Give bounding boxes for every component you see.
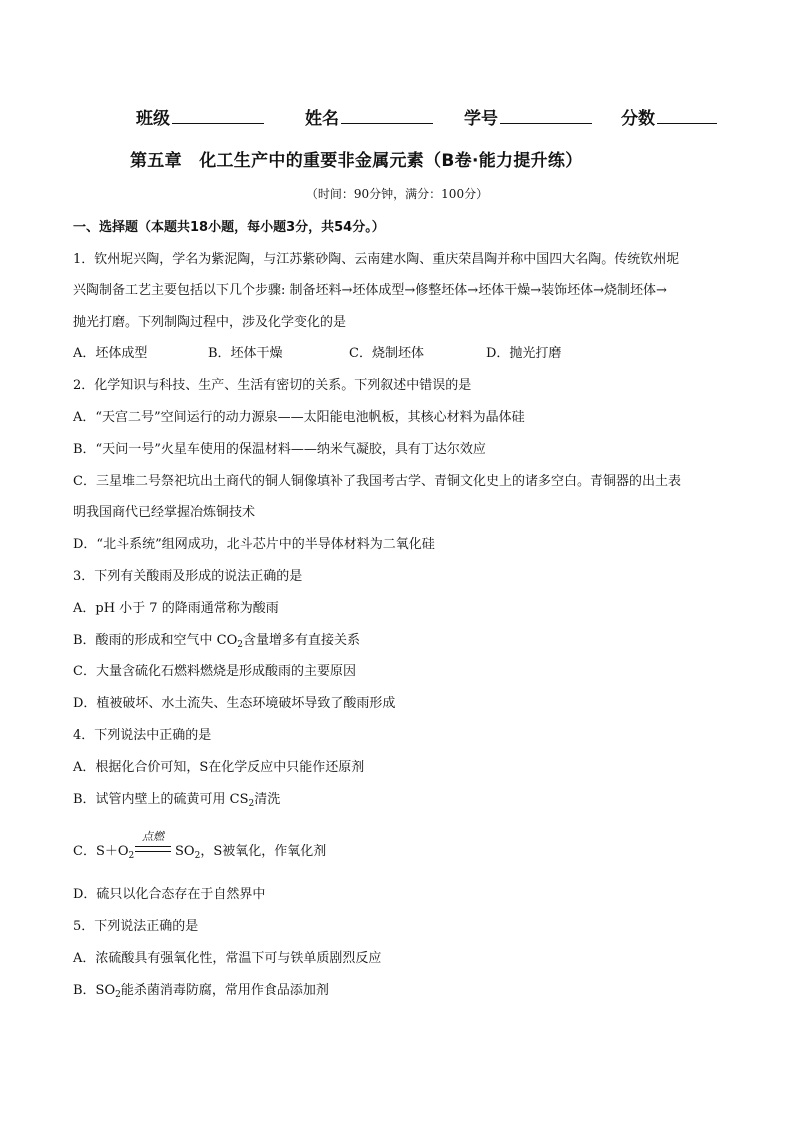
name-field[interactable]	[305, 104, 433, 129]
q5-option-b-text: B．SO	[73, 983, 116, 998]
student-id-blank[interactable]	[500, 105, 592, 124]
name-label: 姓名	[305, 109, 339, 129]
q5-option-a[interactable]: A．浓硫酸具有强氧化性，常温下可与铁单质剧烈反应	[73, 951, 382, 966]
q5-stem: 5．下列说法正确的是	[73, 919, 199, 934]
equation-products	[175, 840, 326, 859]
q2-option-c-line2[interactable]: 明我国商代已经掌握冶炼铜技术	[73, 505, 256, 520]
equation-reactants	[73, 840, 134, 859]
name-blank[interactable]	[341, 105, 433, 124]
q4-option-c[interactable]	[73, 828, 673, 868]
q4-option-d[interactable]: D．硫只以化合态存在于自然界中	[73, 887, 266, 902]
q4-option-b-subscript: 2	[248, 799, 255, 809]
equation-comment: ，S被氧化，作氧化剂	[200, 844, 327, 859]
section-heading: 一、选择题（本题共18小题，每小题3分，共54分。）	[73, 220, 385, 235]
q1-option-c[interactable]: C．烧制坯体	[349, 346, 424, 361]
q5-option-b-subscript: 2	[115, 990, 121, 1000]
student-id-label: 学号	[464, 109, 498, 129]
class-field[interactable]	[136, 104, 264, 129]
q4-option-b[interactable]	[73, 791, 280, 809]
score-blank[interactable]	[657, 105, 717, 124]
q1-stem-line3: 抛光打磨。下列制陶过程中，涉及化学变化的是	[73, 315, 347, 330]
q2-option-b[interactable]: B．“天问一号”火星车使用的保温材料——纳米气凝胶，具有丁达尔效应	[73, 442, 486, 457]
q5-option-b[interactable]	[73, 982, 329, 1000]
score-label: 分数	[621, 109, 655, 129]
q1-option-b[interactable]: B．坯体干燥	[208, 346, 283, 361]
q2-option-a[interactable]: A．“天宫二号”空间运行的动力源泉——太阳能电池帆板，其核心材料为晶体硅	[73, 410, 525, 425]
q4-option-b-text: B．试管内壁上的硫黄可用 CS	[73, 792, 249, 807]
q5-option-b-text-end: 能杀菌消毒防腐，常用作食品添加剂	[120, 983, 329, 998]
student-info-row	[136, 104, 726, 132]
equation-reactants-subscript: 2	[128, 851, 135, 861]
equation-products-subscript: 2	[194, 851, 201, 861]
q3-option-a[interactable]: A．pH 小于 7 的降雨通常称为酸雨	[73, 601, 279, 616]
q3-option-b-subscript: 2	[237, 640, 244, 650]
q2-stem: 2．化学知识与科技、生产、生活有密切的关系。下列叙述中错误的是	[73, 378, 472, 393]
class-blank[interactable]	[172, 105, 264, 124]
q3-option-d[interactable]: D．植被破坏、水土流失、生态环境破坏导致了酸雨形成	[73, 696, 396, 711]
exam-title: 第五章 化工生产中的重要非金属元素（B卷·能力提升练）	[130, 151, 583, 171]
q3-stem: 3．下列有关酸雨及形成的说法正确的是	[73, 569, 303, 584]
q3-option-b-text: B．酸雨的形成和空气中 CO	[73, 633, 238, 648]
q1-options	[73, 345, 723, 363]
q4-option-a[interactable]: A．根据化合价可知，S在化学反应中只能作还原剂	[73, 760, 365, 775]
q3-option-b[interactable]	[73, 632, 360, 650]
equation-products-text: SO	[175, 844, 195, 859]
q4-option-b-text-end: 清洗	[254, 792, 281, 807]
class-label: 班级	[136, 109, 170, 129]
q1-option-a[interactable]: A．坯体成型	[73, 346, 148, 361]
q3-option-c[interactable]: C．大量含硫化石燃料燃烧是形成酸雨的主要原因	[73, 664, 356, 679]
equation-reactants-text: C．S＋O	[73, 844, 129, 859]
q3-option-b-text-end: 含量增多有直接关系	[243, 633, 361, 648]
student-id-field[interactable]	[464, 104, 592, 129]
double-bar-icon	[135, 846, 171, 852]
q4-stem: 4．下列说法中正确的是	[73, 728, 212, 743]
reaction-condition: 点燃	[142, 830, 164, 843]
score-field[interactable]	[621, 104, 717, 129]
q1-stem-line2: 兴陶制备工艺主要包括以下几个步骤: 制备坯料→坯体成型→修整坯体→坯体干燥→装饰坯体→烧制坯体→	[73, 283, 667, 298]
q1-stem-line1: 1．钦州坭兴陶，学名为紫泥陶，与江苏紫砂陶、云南建水陶、重庆荣昌陶并称中国四大名陶。传统钦州坭	[73, 252, 680, 267]
q1-option-d[interactable]: D．抛光打磨	[486, 346, 562, 361]
q2-option-c-line1[interactable]: C．三星堆二号祭祀坑出土商代的铜人铜像填补了我国考古学、青铜文化史上的诸多空白。青铜器的出土表	[73, 474, 681, 489]
exam-subtitle: （时间：90分钟，满分：100分）	[305, 187, 489, 201]
reaction-equals-sign	[133, 828, 173, 864]
q2-option-d[interactable]: D．“北斗系统”组网成功，北斗芯片中的半导体材料为二氧化硅	[73, 537, 435, 552]
